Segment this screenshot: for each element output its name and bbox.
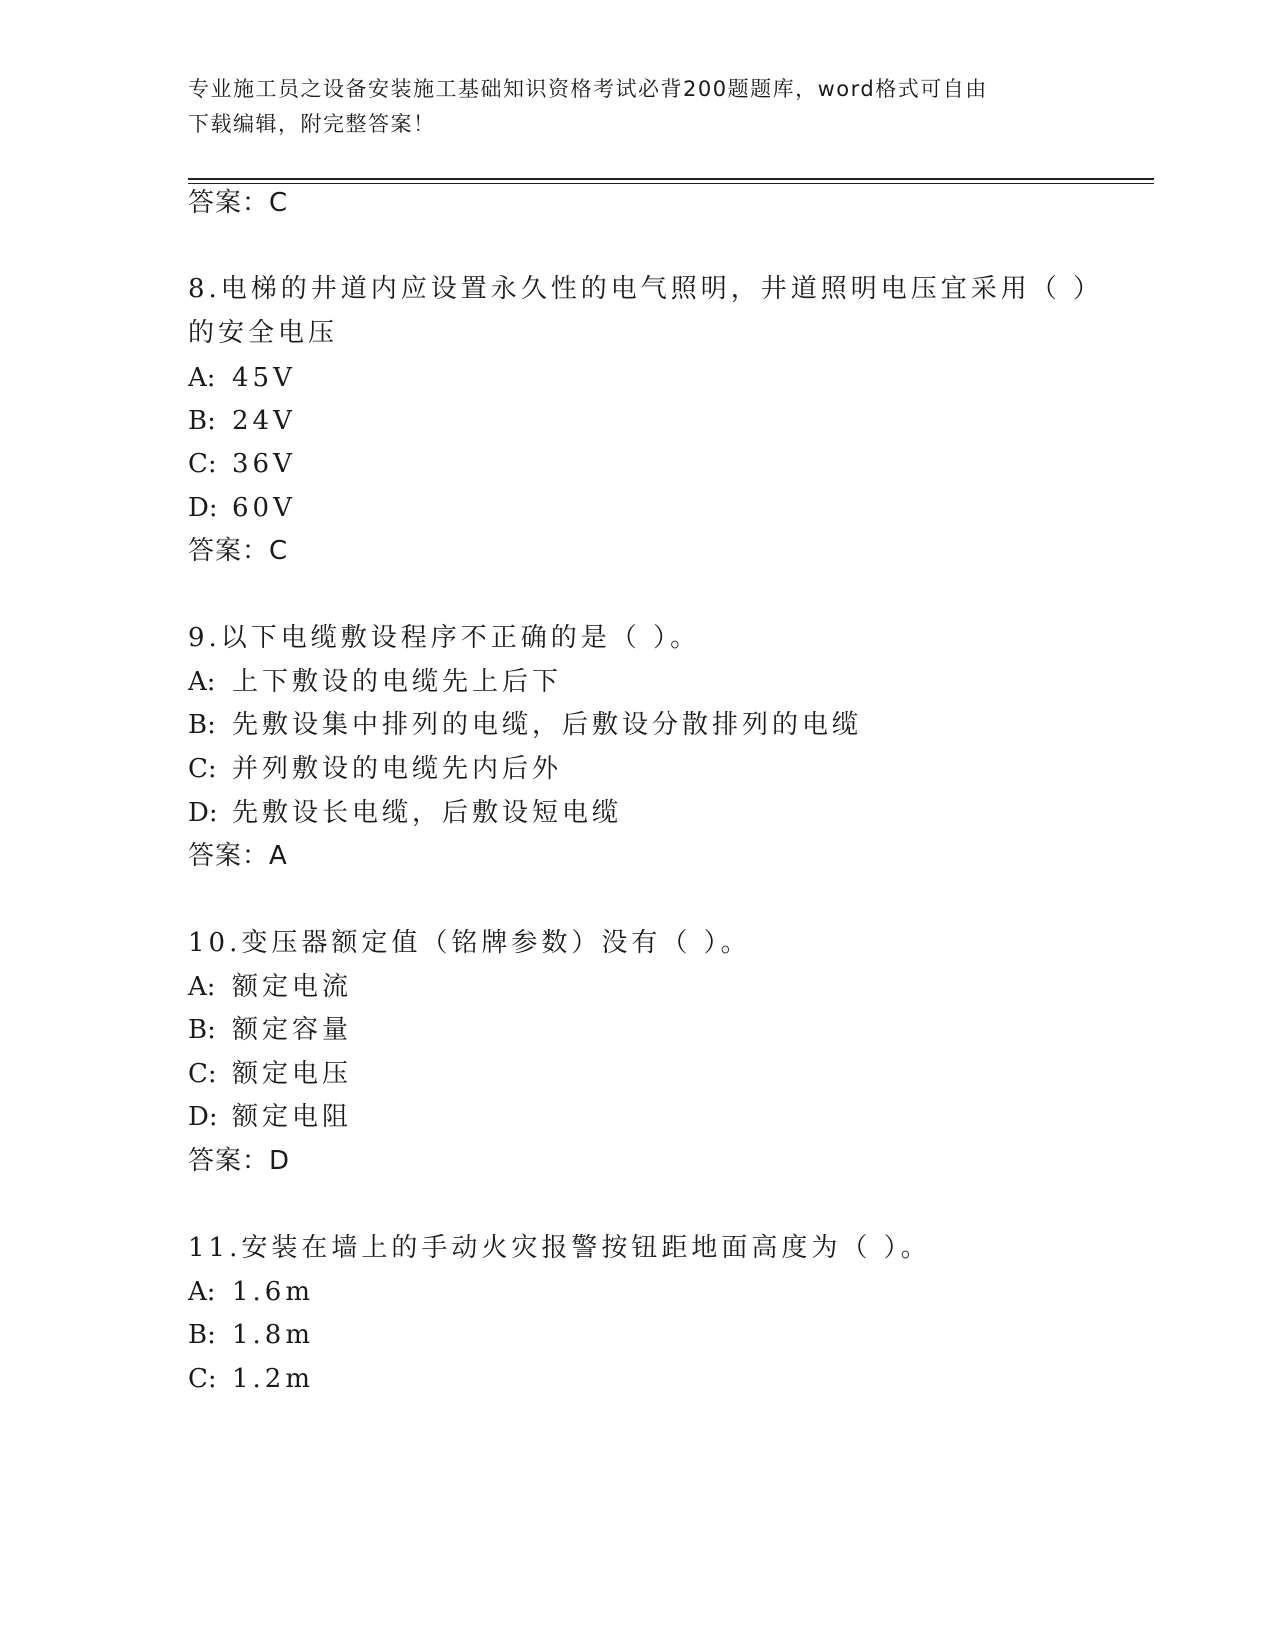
option-letter: C: [188,1364,217,1394]
option-letter: C: [188,1059,217,1089]
header-line-1: 专业施工员之设备安装施工基础知识资格考试必背200题题库，word格式可自由 [188,77,988,101]
option-text: 额定电压 [232,1059,353,1089]
option-text: 24V [232,406,296,436]
option-text: 额定电流 [232,972,353,1002]
option-letter: D: [188,1102,218,1132]
option-c [188,447,296,481]
option-text: 36V [232,449,296,479]
answer-line: 答案：C [188,188,289,218]
option-letter: A: [188,972,216,1002]
option-text: 先敷设长电缆，后敷设短电缆 [232,798,623,828]
document-header [188,72,1088,142]
option-b [188,1013,352,1047]
option-letter: A: [188,363,216,393]
option-text: 额定电阻 [232,1102,353,1132]
option-letter: B: [188,710,216,740]
option-text: 1.8m [232,1320,315,1350]
question-stem: 8.电梯的井道内应设置永久性的电气照明，井道照明电压宜采用（ ） [188,274,1104,304]
option-text: 1.2m [232,1364,315,1394]
option-d [188,491,296,525]
option-letter: A: [188,667,216,697]
answer-line: 答案：C [188,536,289,566]
option-a [188,665,562,699]
option-b [188,1318,314,1352]
option-text: 先敷设集中排列的电缆，后敷设分散排列的电缆 [232,710,863,740]
question-stem: 10.变压器额定值（铭牌参数）没有（ ）。 [188,928,751,958]
question-stem: 11.安装在墙上的手动火灾报警按钮距地面高度为（ ）。 [188,1233,931,1263]
option-b [188,708,862,742]
option-letter: A: [188,1277,216,1307]
option-letter: C: [188,754,217,784]
option-text: 1.6m [232,1277,315,1307]
option-d [188,796,622,830]
header-divider [188,178,1154,184]
option-text: 60V [232,493,296,523]
option-c [188,752,562,786]
option-text: 额定容量 [232,1015,353,1045]
option-a [188,970,352,1004]
option-b [188,404,296,438]
option-letter: B: [188,1015,216,1045]
option-text: 上下敷设的电缆先上后下 [232,667,563,697]
option-a [188,1275,314,1309]
option-c [188,1057,352,1091]
option-d [188,1100,352,1134]
answer-line: 答案：A [188,841,288,871]
option-letter: B: [188,406,216,436]
header-line-2: 下载编辑，附完整答案！ [188,112,436,136]
option-text: 并列敷设的电缆先内后外 [232,754,563,784]
question-stem: 9.以下电缆敷设程序不正确的是（ ）。 [188,623,701,653]
option-letter: D: [188,798,218,828]
option-letter: D: [188,493,218,523]
question-stem-continued: 的安全电压 [188,318,339,348]
option-letter: B: [188,1320,216,1350]
answer-line: 答案：D [188,1146,291,1176]
option-c [188,1362,314,1396]
option-text: 45V [232,363,296,393]
option-letter: C: [188,449,217,479]
option-a [188,361,296,395]
